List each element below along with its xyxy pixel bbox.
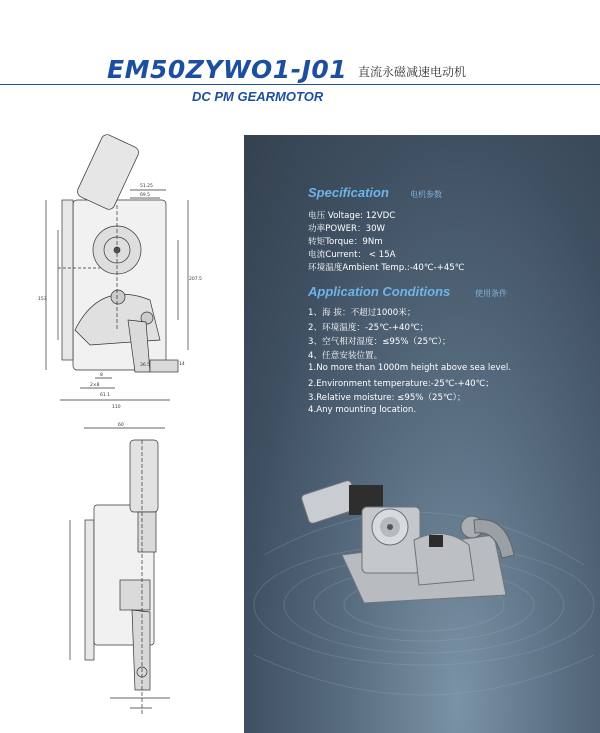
- dim-label: 36.5: [140, 363, 151, 368]
- application-cn-heading: 使用条件: [475, 289, 507, 298]
- spec-line: 环境温度Ambient Temp.:-40℃-+45℃: [308, 263, 465, 273]
- model-number: EM50ZYWO1-J01: [107, 55, 348, 84]
- dim-label: 2×8: [90, 383, 100, 388]
- dim-label: 60: [118, 423, 124, 428]
- dim-label: 14: [179, 362, 185, 367]
- dim-label: 153: [38, 297, 47, 302]
- spec-line: 功率POWER：30W: [308, 224, 386, 234]
- specification-cn-heading: 电机参数: [410, 190, 442, 199]
- specification-heading: Specification: [308, 185, 389, 200]
- dim-label: 8: [100, 373, 103, 378]
- swirl-background: [244, 135, 600, 733]
- dim-label: 69.5: [140, 193, 151, 198]
- condition-line: 1、海 拔：不超过1000米；: [308, 308, 416, 318]
- dim-label: 110: [112, 405, 121, 410]
- spec-line: 电流Current： < 15A: [308, 250, 396, 260]
- chinese-title: 直流永磁减速电动机: [358, 65, 467, 79]
- spec-line: 电压 Voltage: 12VDC: [308, 211, 396, 221]
- condition-line: 3.Relative moisture: ≤95%（25℃）；: [308, 393, 466, 403]
- condition-line: 1.No more than 1000m height above sea level.: [308, 363, 511, 373]
- dim-label: 51.25: [140, 184, 153, 189]
- condition-line: 2.Environment temperature:-25℃-+40℃；: [308, 379, 494, 389]
- dim-label: 61.1: [100, 393, 111, 398]
- condition-line: 3、空气相对湿度：≤95%（25℃）；: [308, 337, 451, 347]
- product-subtitle: DC PM GEARMOTOR: [192, 89, 324, 104]
- dim-label: 207.5: [189, 277, 202, 282]
- condition-line: 4、任意安装位置。: [308, 351, 383, 361]
- technical-drawing: [0, 0, 244, 733]
- condition-line: 2、环境温度：-25℃-+40℃；: [308, 323, 429, 333]
- application-heading: Application Conditions: [308, 284, 451, 299]
- spec-line: 转矩Torque：9Nm: [308, 237, 383, 247]
- condition-line: 4.Any mounting location.: [308, 405, 417, 415]
- spec-panel: [244, 135, 600, 733]
